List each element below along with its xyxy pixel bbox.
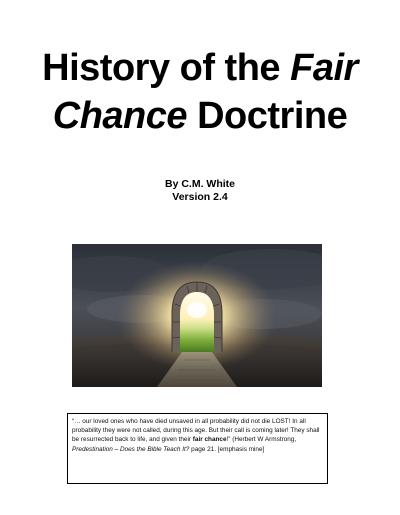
title-text-chance: Chance bbox=[52, 95, 188, 137]
quote-citation-title: Predestination – Does the Bible Teach It? bbox=[72, 445, 190, 453]
cover-image bbox=[72, 244, 322, 387]
byline bbox=[0, 178, 400, 204]
quote-emphasis: fair chance bbox=[192, 436, 227, 444]
author-line: By C.M. White bbox=[165, 178, 235, 190]
title-text-history: History of the bbox=[42, 47, 281, 89]
title-text-fair: Fair bbox=[290, 47, 358, 89]
quote-box bbox=[67, 413, 328, 484]
title-text-doctrine: Doctrine bbox=[197, 95, 348, 137]
quote-citation-author: !” (Herbert W Armstrong, bbox=[226, 436, 297, 444]
quote-text: “… our loved ones who have died unsaved in all probability did not die LOST! In all probability they were not called, during this age. But their call is coming later! They shall be resurrected back to life, and given their bbox=[72, 418, 320, 444]
document-title bbox=[0, 44, 400, 140]
title-line-2 bbox=[0, 92, 400, 140]
version-line: Version 2.4 bbox=[172, 191, 228, 203]
title-line-1 bbox=[0, 44, 400, 92]
quote-citation-page: page 21. [emphasis mine] bbox=[189, 445, 265, 453]
